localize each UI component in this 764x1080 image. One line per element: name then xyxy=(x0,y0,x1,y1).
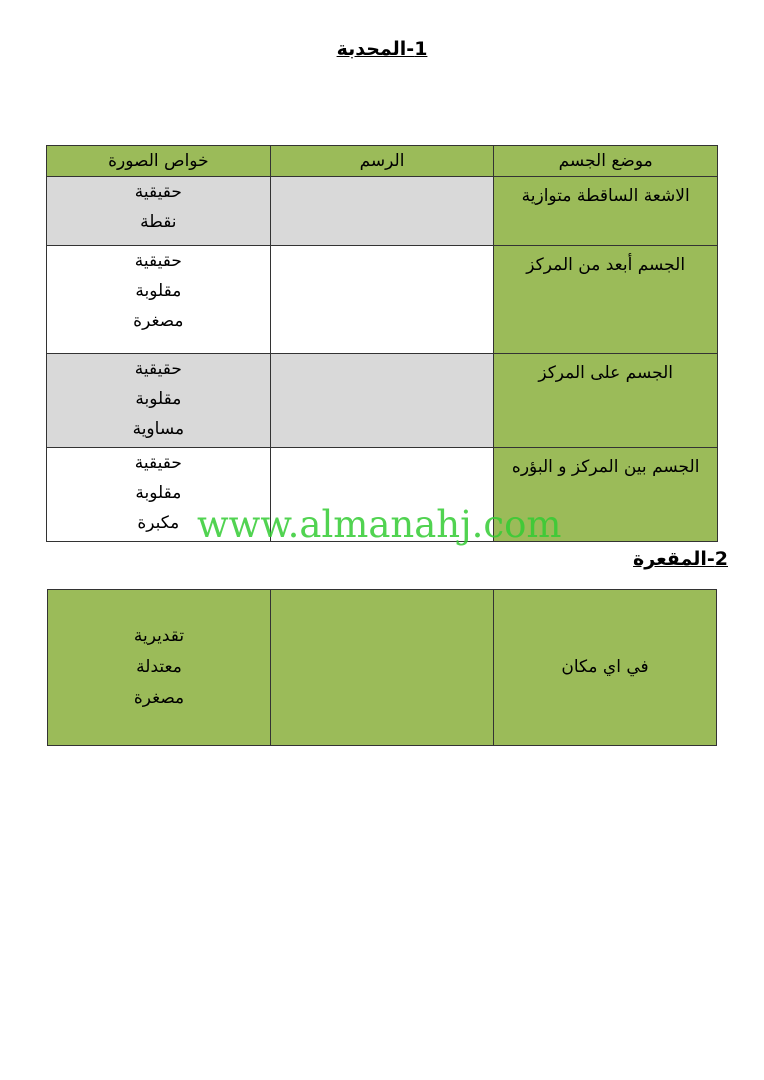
cell-drawing xyxy=(270,246,494,354)
cell-drawing xyxy=(271,590,494,746)
header-properties: خواص الصورة xyxy=(47,146,271,177)
cell-position xyxy=(494,354,718,448)
table-header-row xyxy=(47,146,718,177)
property-line: حقيقية xyxy=(134,182,182,202)
cell-properties xyxy=(48,590,271,746)
cell-properties xyxy=(47,246,271,354)
watermark: www.almanahj.com xyxy=(197,503,562,546)
concave-mirror-table xyxy=(47,589,717,746)
property-line: مصغرة xyxy=(133,688,185,708)
property-line: حقيقية xyxy=(134,453,182,473)
property-line: مقلوبة xyxy=(135,281,182,301)
position-text: الجسم بين المركز و البؤره xyxy=(511,457,700,477)
position-text: الاشعة الساقطة متوازية xyxy=(521,186,690,206)
cell-properties xyxy=(47,354,271,448)
property-line: مساوية xyxy=(132,419,185,439)
table-row xyxy=(47,177,718,246)
cell-drawing xyxy=(270,354,494,448)
property-line: حقيقية xyxy=(134,359,182,379)
property-line: معتدلة xyxy=(136,657,182,677)
property-line: مصغرة xyxy=(133,311,184,331)
cell-drawing xyxy=(270,177,494,246)
position-text: الجسم على المركز xyxy=(538,363,674,383)
cell-position: في اي مكان xyxy=(494,590,717,746)
table-row xyxy=(47,246,718,354)
convex-mirror-table xyxy=(46,145,718,542)
property-line: مكبرة xyxy=(137,513,180,533)
property-line: حقيقية xyxy=(134,251,182,271)
section2-heading: 2-المقعرة xyxy=(633,548,728,570)
section1-heading: 1-المحدبة xyxy=(336,38,428,60)
table-row xyxy=(48,590,717,746)
cell-properties xyxy=(47,177,271,246)
header-position: موضع الجسم xyxy=(494,146,718,177)
cell-position xyxy=(494,246,718,354)
header-drawing: الرسم xyxy=(270,146,494,177)
table-row xyxy=(47,354,718,448)
property-line: مقلوبة xyxy=(135,389,182,409)
property-line: تقديرية xyxy=(133,626,185,646)
property-line: نقطة xyxy=(140,212,177,232)
cell-position xyxy=(494,177,718,246)
property-line: مقلوبة xyxy=(135,483,182,503)
position-text: الجسم أبعد من المركز xyxy=(526,255,686,275)
